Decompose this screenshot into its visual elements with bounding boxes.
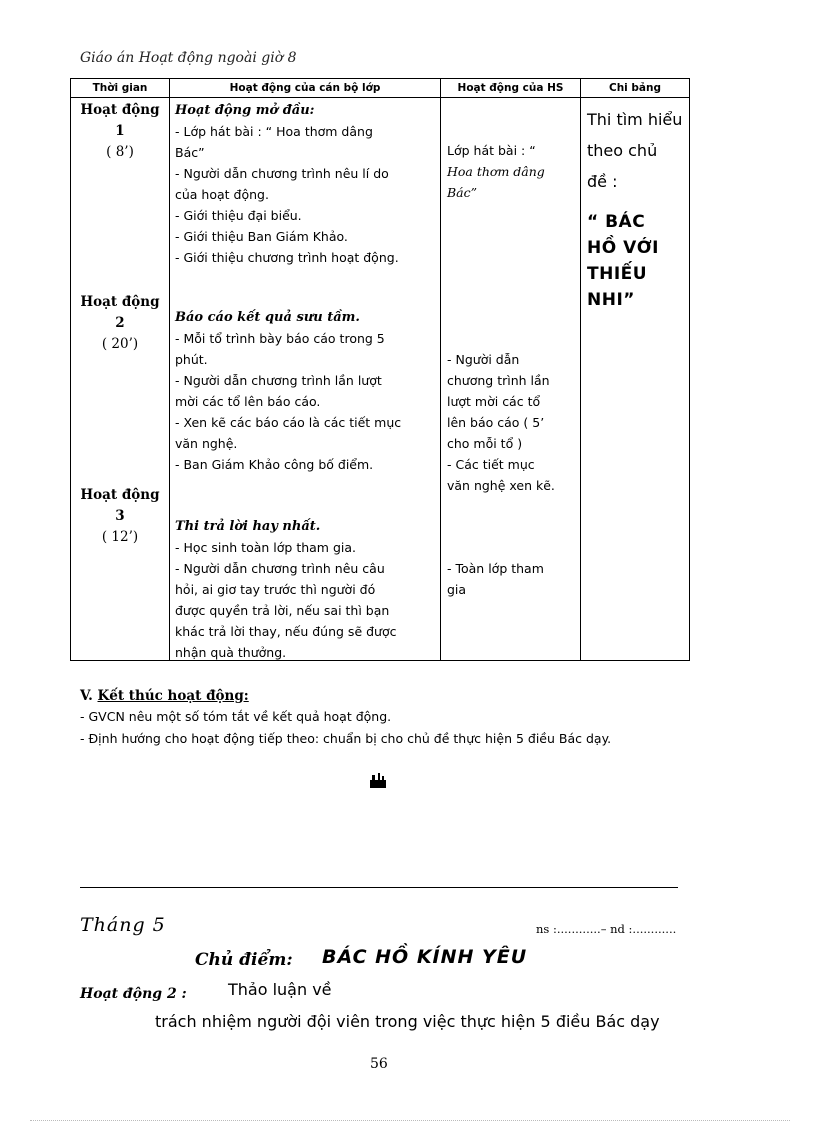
page-number: 56 (370, 1056, 388, 1072)
column-header-students: Hoạt động của HS (441, 79, 581, 98)
student-block-1: Lớp hát bài : “ Hoa thơm dâng Bác” (447, 143, 545, 200)
board-note-cell (581, 98, 690, 661)
divider (80, 887, 678, 888)
activity-topic-line1: Thảo luận về (228, 980, 332, 999)
column-header-class-officers: Hoạt động của cán bộ lớp (170, 79, 441, 98)
student-block-3: - Toàn lớp tham gia (447, 561, 544, 597)
time-slot-3: Hoạt động 3 ( 12’) (80, 487, 160, 545)
theme-label: Chủ điểm: (195, 950, 293, 970)
closing-line: - Định hướng cho hoạt động tiếp theo: chuẩn bị cho chủ đề thực hiện 5 điều Bác dạy. (80, 731, 612, 746)
time-slot-2: Hoạt động 2 ( 20’) (80, 294, 160, 352)
closing-line: - GVCN nêu một số tóm tắt về kết quả hoạt động. (80, 709, 392, 724)
student-activity-cell (441, 98, 581, 661)
table-header-row (71, 79, 690, 98)
activity-block-3: Thi trả lời hay nhất. - Học sinh toàn lớp tham gia. - Người dẫn chương trình nêu câu hỏi, ai giơ tay trước thì người đó được quyền trả lời, nếu sai thì bạn khác trả lời thay, nếu đúng sẽ được nhận quà thưởng. (175, 516, 436, 663)
time-slot-1: Hoạt động 1 ( 8’) (80, 102, 160, 160)
header-title: Giáo án Hoạt động ngoài giờ 8 (80, 50, 297, 66)
column-header-board: Chi bảng (581, 79, 690, 98)
page-bottom-border (30, 1120, 790, 1121)
board-note: Thi tìm hiểu theo chủ đề : “ BÁC HỒ VỚI THIẾU NHI” (587, 110, 683, 310)
closing-heading: V. Kết thúc hoạt động: (80, 688, 249, 704)
ns-nd-dates: ns :............– nd :............ (536, 922, 677, 936)
activity-block-1: Hoạt động mở đầu: - Lớp hát bài : “ Hoa thơm dâng Bác” - Người dẫn chương trình nêu lí do của hoạt động. - Giới thiệu đại biểu. - Giới thiệu Ban Giám Khảo. - Giới thiệu chương trình hoạt động. (175, 100, 436, 268)
student-block-2: - Người dẫn chương trình lần lượt mời các tổ lên báo cáo ( 5’ cho mỗi tổ ) - Các tiết mục văn nghệ xen kẽ. (447, 352, 555, 493)
officer-activity-cell (170, 98, 441, 661)
activity-label: Hoạt động 2 : (80, 986, 187, 1002)
activity-heading: Báo cáo kết quả sưu tầm. (175, 310, 360, 325)
activity-block-2: Báo cáo kết quả sưu tầm. - Mỗi tổ trình bày báo cáo trong 5 phút. - Người dẫn chương trình lần lượt mời các tổ lên báo cáo. - Xen kẽ các báo cáo là các tiết mục văn nghệ. - Ban Giám Khảo công bố điểm. (175, 307, 436, 475)
month-label: Tháng 5 (80, 914, 166, 936)
activity-heading: Thi trả lời hay nhất. (175, 519, 321, 534)
time-cell (71, 98, 170, 661)
activity-topic-line2: trách nhiệm người đội viên trong việc thực hiện 5 điều Bác dạy (155, 1012, 660, 1031)
column-header-time: Thời gian (71, 79, 170, 98)
activity-heading: Hoạt động mở đầu: (175, 103, 315, 118)
lesson-plan-table (70, 78, 690, 661)
theme-title: BÁC HỒ KÍNH YÊU (322, 946, 528, 968)
ornament-icon (368, 770, 388, 794)
table-row (71, 98, 690, 661)
